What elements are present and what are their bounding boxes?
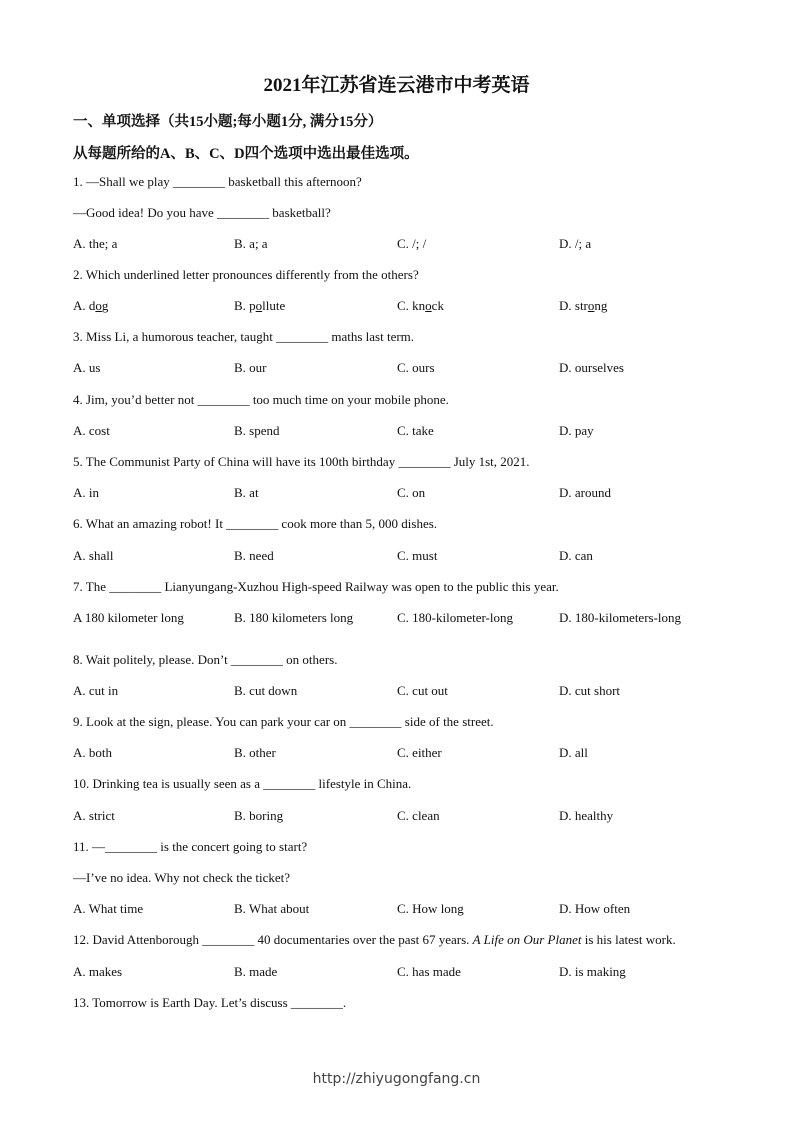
option-c-underlined: o — [425, 298, 432, 313]
option-a: A. cut in — [73, 683, 119, 698]
question-4-line-1: 4. Jim, you’d better not ________ too much time on your mobile phone. — [73, 392, 449, 407]
question-6-line-1: 6. What an amazing robot! It ________ cook more than 5, 000 dishes. — [73, 516, 438, 531]
question-1-options — [73, 236, 753, 254]
question-10-options — [73, 808, 753, 826]
question-8-line-1: 8. Wait politely, please. Don’t ________ on others. — [73, 652, 338, 667]
question-12-text-end: is his latest work. — [581, 932, 676, 947]
question-9-options — [73, 745, 753, 763]
question-13-line-1: 13. Tomorrow is Earth Day. Let’s discuss ________. — [73, 995, 347, 1010]
option-b: B. 180 kilometers long — [234, 610, 354, 625]
option-d: D. ourselves — [559, 360, 624, 375]
question-8-options — [73, 683, 753, 701]
option-a: A. strict — [73, 808, 115, 823]
option-a: A. makes — [73, 964, 123, 979]
question-9-line-1: 9. Look at the sign, please. You can park your car on ________ side of the street. — [73, 714, 494, 729]
section-heading: 一、单项选择（共15小题;每小题1分, 满分15分） — [73, 114, 383, 130]
option-a: A. cost — [73, 423, 110, 438]
option-a: A. in — [73, 485, 99, 500]
option-b: B. made — [234, 964, 278, 979]
option-d: D. can — [559, 548, 593, 563]
option-c: C. on — [397, 485, 426, 500]
option-b: B. at — [234, 485, 259, 500]
question-11-line-1: 11. —________ is the concert going to start? — [73, 839, 308, 854]
question-4-options — [73, 423, 753, 441]
option-a: A. us — [73, 360, 101, 375]
option-d: D. is making — [559, 964, 626, 979]
option-b-underlined: o — [255, 298, 263, 313]
option-a: A. both — [73, 745, 112, 760]
option-c — [397, 298, 444, 314]
option-d: D. /; a — [559, 236, 592, 251]
option-d: D. healthy — [559, 808, 614, 823]
option-a: A. What time — [73, 901, 144, 916]
question-11-options — [73, 901, 753, 919]
option-d-post: ng — [594, 298, 608, 313]
question-3-line-1: 3. Miss Li, a humorous teacher, taught ________ maths last term. — [73, 329, 415, 344]
page-title: 2021年江苏省连云港市中考英语 — [263, 75, 530, 96]
question-2-options — [73, 298, 753, 316]
option-d: D. 180-kilometers-long — [559, 610, 682, 625]
question-11-line-2: —I’ve no idea. Why not check the ticket? — [73, 870, 291, 885]
question-7-options — [73, 610, 753, 628]
option-b: B. spend — [234, 423, 280, 438]
question-12-options — [73, 964, 753, 982]
option-b: B. boring — [234, 808, 284, 823]
option-d-underlined: o — [587, 298, 595, 313]
option-a-post: g — [101, 298, 109, 313]
option-b: B. other — [234, 745, 276, 760]
option-c: C. How long — [397, 901, 464, 916]
question-6-options — [73, 548, 753, 566]
option-d-pre: D. str — [559, 298, 588, 313]
option-c: C. either — [397, 745, 442, 760]
option-c: C. must — [397, 548, 438, 563]
option-b: B. our — [234, 360, 267, 375]
option-c: C. ours — [397, 360, 435, 375]
option-d — [559, 298, 607, 314]
option-a-pre: A. d — [73, 298, 96, 313]
option-d: D. How often — [559, 901, 631, 916]
option-b — [234, 298, 285, 314]
question-12-book-title: A Life on Our Planet — [472, 932, 582, 947]
question-5-line-1: 5. The Communist Party of China will have its 100th birthday ________ July 1st, 2021. — [73, 454, 530, 469]
option-a-underlined: o — [95, 298, 102, 313]
option-c-post: ck — [431, 298, 444, 313]
option-c: C. take — [397, 423, 434, 438]
option-d: D. pay — [559, 423, 594, 438]
option-c: C. cut out — [397, 683, 448, 698]
option-b: B. cut down — [234, 683, 298, 698]
question-7-line-1: 7. The ________ Lianyungang-Xuzhou High-speed Railway was open to the public this year. — [73, 579, 559, 594]
option-a: A 180 kilometer long — [73, 610, 184, 625]
option-b-pre: B. p — [234, 298, 256, 313]
footer-url[interactable]: http://zhiyugongfang.cn — [312, 1071, 481, 1087]
section-instruction: 从每题所给的A、B、C、D四个选项中选出最佳选项。 — [73, 146, 419, 162]
option-c: C. has made — [397, 964, 461, 979]
option-c: C. clean — [397, 808, 440, 823]
option-d: D. cut short — [559, 683, 621, 698]
question-1-line-2: —Good idea! Do you have ________ basketball? — [73, 205, 331, 220]
option-b-post: llute — [262, 298, 286, 313]
question-2-line-1: 2. Which underlined letter pronounces differently from the others? — [73, 267, 419, 282]
question-12-line-1 — [73, 932, 676, 948]
option-b: B. What about — [234, 901, 310, 916]
option-c-pre: C. kn — [397, 298, 426, 313]
option-d: D. all — [559, 745, 588, 760]
option-c: C. /; / — [397, 236, 427, 251]
option-c: C. 180-kilometer-long — [397, 610, 513, 625]
option-a — [73, 298, 108, 314]
option-b: B. need — [234, 548, 274, 563]
question-3-options — [73, 360, 753, 378]
option-d: D. around — [559, 485, 611, 500]
question-5-options — [73, 485, 753, 503]
option-a: A. the; a — [73, 236, 118, 251]
option-b: B. a; a — [234, 236, 268, 251]
question-12-text-start: 12. David Attenborough ________ 40 documentaries over the past 67 years. — [73, 932, 473, 947]
question-1-line-1: 1. —Shall we play ________ basketball this afternoon? — [73, 174, 362, 189]
option-a: A. shall — [73, 548, 114, 563]
question-10-line-1: 10. Drinking tea is usually seen as a ________ lifestyle in China. — [73, 776, 412, 791]
